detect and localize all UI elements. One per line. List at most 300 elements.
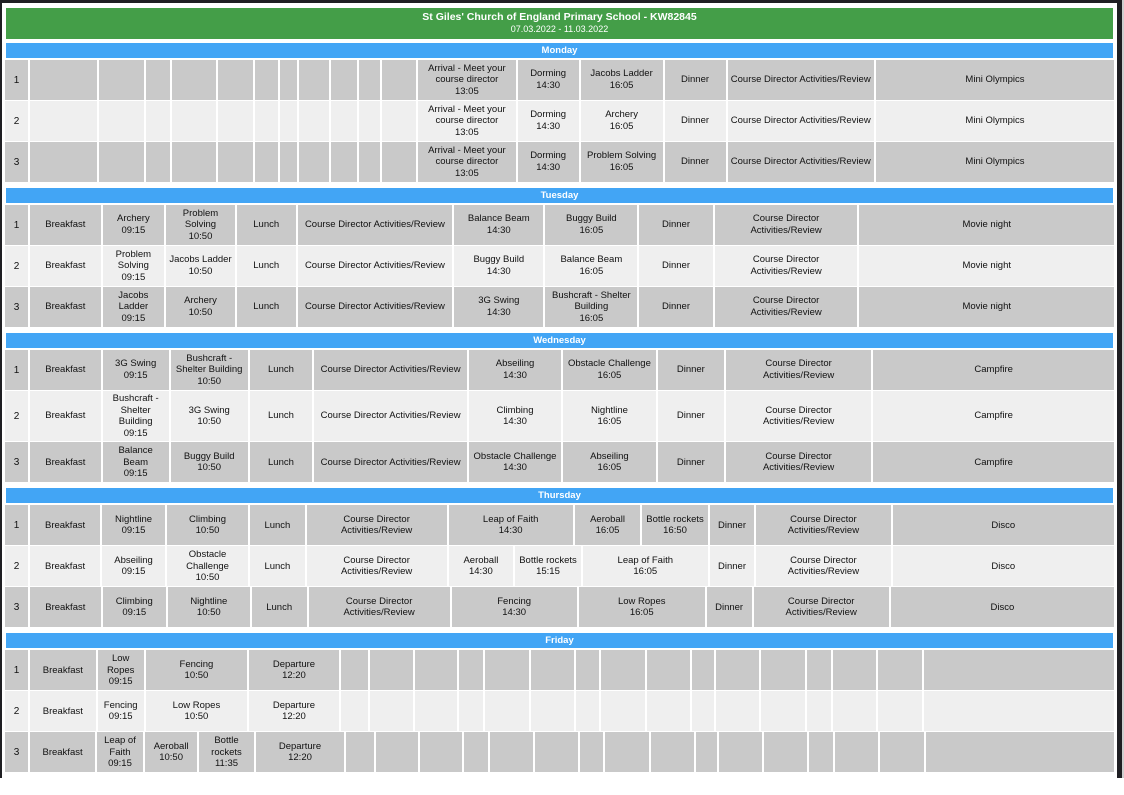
- empty-cell: [716, 691, 762, 731]
- empty-cell: [99, 142, 146, 182]
- activity-cell: [893, 546, 1114, 586]
- activity-name: Obstacle Challenge: [567, 358, 651, 370]
- activity-cell: [728, 101, 876, 141]
- activity-name: Dinner: [662, 219, 691, 231]
- activity-time: 09:15: [108, 711, 133, 723]
- activity-time: 14:30: [503, 416, 527, 428]
- activity-name: Breakfast: [45, 456, 86, 468]
- activity-time: 16:05: [597, 370, 622, 381]
- row-number: 2: [5, 101, 30, 141]
- activity-cell: [545, 246, 639, 286]
- activity-time: 10:50: [197, 375, 222, 387]
- activity-cell: [715, 205, 860, 245]
- activity-name: Jacobs Ladder: [118, 289, 149, 313]
- activity-name: Movie night: [962, 260, 1012, 272]
- activity-name: Low Ropes: [617, 595, 666, 607]
- schedule-row: [5, 205, 1114, 245]
- activity-cell: [237, 205, 298, 245]
- activity-name: Course Director Activities/Review: [762, 404, 835, 428]
- activity-name: Campfire: [974, 456, 1013, 468]
- empty-cell: [255, 101, 280, 141]
- activity-name: Archery: [184, 295, 217, 307]
- activity-time: 16:05: [609, 121, 634, 132]
- empty-cell: [359, 60, 382, 100]
- activity-name: Course Director Activities/Review: [750, 254, 822, 277]
- row-number: 1: [5, 350, 30, 390]
- activity-name: Leap of Faith: [617, 554, 673, 566]
- activity-cell: [97, 732, 145, 772]
- activity-cell: [583, 546, 710, 586]
- empty-cell: [878, 691, 924, 731]
- empty-cell: [30, 60, 99, 100]
- activity-cell: [30, 587, 103, 627]
- activity-name: Lunch: [253, 219, 280, 231]
- empty-cell: [692, 691, 715, 731]
- activity-cell: [102, 505, 167, 545]
- schedule-row: [5, 442, 1114, 482]
- activity-cell: [30, 732, 97, 772]
- row-number: 1: [5, 650, 30, 690]
- activity-name: Nightline: [115, 513, 153, 525]
- activity-cell: [715, 246, 860, 286]
- activity-cell: [563, 350, 658, 390]
- activity-cell: [563, 442, 658, 482]
- activity-time: 16:05: [579, 225, 604, 236]
- activity-name: Low Ropes: [106, 652, 135, 676]
- school-header: [6, 8, 1113, 39]
- activity-name: Lunch: [264, 519, 291, 531]
- day-header-wednesday: Wednesday: [6, 333, 1113, 348]
- empty-cell: [580, 732, 605, 772]
- empty-cell: [576, 650, 601, 690]
- empty-cell: [761, 650, 807, 690]
- empty-cell: [420, 732, 464, 772]
- activity-name: Bushcraft - Shelter Building: [175, 352, 243, 376]
- empty-cell: [833, 650, 879, 690]
- activity-cell: [250, 505, 307, 545]
- empty-cell: [382, 101, 418, 141]
- activity-name: Course Director Activities/Review: [304, 260, 445, 272]
- activity-name: Jacobs Ladder: [169, 254, 232, 266]
- activity-name: Course Director Activities/Review: [730, 156, 871, 168]
- activity-cell: [30, 691, 98, 731]
- activity-name: Dinner: [676, 456, 705, 468]
- activity-cell: [418, 142, 518, 182]
- activity-cell: [167, 546, 250, 586]
- activity-cell: [469, 350, 563, 390]
- empty-cell: [647, 691, 693, 731]
- activity-cell: [103, 391, 171, 441]
- activity-time: 16:05: [609, 80, 634, 91]
- activity-cell: [249, 650, 341, 690]
- activity-cell: [171, 391, 250, 441]
- activity-cell: [30, 546, 102, 586]
- activity-name: Mini Olympics: [965, 156, 1025, 168]
- activity-name: Problem Solving: [115, 248, 152, 272]
- activity-name: Abseiling: [114, 554, 153, 566]
- empty-cell: [359, 142, 382, 182]
- activity-time: 12:20: [288, 752, 312, 764]
- activity-cell: [581, 60, 665, 100]
- activity-time: 14:30: [486, 225, 511, 236]
- activity-time: 13:05: [454, 126, 479, 138]
- activity-name: Bushcraft - Shelter Building: [552, 289, 631, 313]
- activity-name: Dinner: [676, 410, 705, 422]
- activity-cell: [237, 246, 298, 286]
- activity-time: 14:30: [503, 462, 527, 474]
- activity-name: Fencing: [179, 658, 214, 670]
- day-section-tuesday: [5, 188, 1114, 327]
- empty-cell: [331, 142, 359, 182]
- empty-cell: [359, 101, 382, 141]
- day-section-wednesday: [5, 333, 1114, 482]
- activity-cell: [454, 287, 545, 327]
- day-section-monday: [5, 43, 1114, 182]
- activity-name: Dinner: [718, 560, 747, 572]
- activity-name: Dinner: [718, 519, 747, 531]
- activity-name: Breakfast: [45, 301, 86, 313]
- activity-cell: [575, 505, 643, 545]
- activity-cell: [103, 287, 166, 327]
- activity-cell: [710, 546, 756, 586]
- activity-cell: [30, 442, 103, 482]
- row-number: 2: [5, 546, 30, 586]
- row-number: 3: [5, 142, 30, 182]
- day-section-thursday: [5, 488, 1114, 627]
- activity-time: 14:30: [502, 607, 527, 619]
- empty-cell: [459, 650, 485, 690]
- activity-name: Breakfast: [42, 746, 83, 758]
- empty-cell: [146, 60, 171, 100]
- empty-cell: [341, 691, 370, 731]
- activity-cell: [166, 246, 237, 286]
- empty-cell: [370, 650, 415, 690]
- activity-name: Breakfast: [44, 560, 86, 572]
- activity-name: Course Director Activities/Review: [762, 358, 835, 381]
- schedule-row: [5, 505, 1114, 545]
- activity-name: Dinner: [662, 301, 691, 313]
- activity-time: 14:30: [536, 80, 561, 91]
- activity-name: Movie night: [962, 301, 1012, 313]
- activity-cell: [30, 287, 103, 327]
- activity-time: 16:50: [663, 525, 687, 537]
- activity-time: 14:30: [486, 266, 511, 277]
- activity-cell: [314, 350, 469, 390]
- activity-cell: [250, 442, 314, 482]
- day-header-tuesday: Tuesday: [6, 188, 1113, 203]
- activity-time: 16:05: [629, 607, 654, 619]
- activity-time: 11:35: [214, 758, 239, 770]
- activity-cell: [859, 287, 1114, 327]
- activity-cell: [418, 101, 518, 141]
- activity-cell: [167, 505, 250, 545]
- activity-name: Bottle rockets: [211, 734, 242, 758]
- activity-cell: [298, 205, 455, 245]
- day-header-friday: Friday: [6, 633, 1113, 648]
- empty-cell: [531, 650, 577, 690]
- activity-name: Breakfast: [42, 664, 83, 676]
- activity-cell: [166, 287, 237, 327]
- empty-cell: [299, 142, 331, 182]
- activity-name: Buggy Build: [183, 450, 235, 462]
- day-header-thursday: Thursday: [6, 488, 1113, 503]
- activity-cell: [30, 246, 103, 286]
- activity-cell: [103, 442, 171, 482]
- activity-name: Bottle rockets: [646, 513, 704, 525]
- schedule-row: [5, 391, 1114, 441]
- activity-name: Nightline: [590, 404, 628, 416]
- empty-cell: [809, 732, 835, 772]
- activity-cell: [518, 101, 581, 141]
- empty-cell: [924, 650, 1114, 690]
- activity-name: Course Director Activities/Review: [304, 301, 445, 313]
- activity-cell: [658, 350, 726, 390]
- activity-time: 09:15: [121, 566, 146, 578]
- empty-cell: [924, 691, 1114, 731]
- schedule-row: [5, 587, 1114, 627]
- activity-time: 10:50: [184, 670, 209, 682]
- activity-time: 13:05: [454, 167, 479, 179]
- activity-cell: [665, 101, 728, 141]
- activity-cell: [166, 205, 237, 245]
- activity-time: 16:05: [579, 266, 604, 277]
- activity-time: 16:05: [595, 525, 620, 537]
- empty-cell: [99, 60, 146, 100]
- activity-name: Departure: [272, 658, 316, 670]
- activity-time: 16:05: [579, 312, 604, 324]
- activity-cell: [873, 442, 1114, 482]
- activity-cell: [873, 391, 1114, 441]
- empty-cell: [280, 142, 299, 182]
- activity-cell: [728, 142, 876, 182]
- activity-cell: [103, 587, 168, 627]
- activity-time: 16:05: [633, 566, 658, 578]
- activity-cell: [307, 505, 449, 545]
- activity-cell: [581, 101, 665, 141]
- empty-cell: [835, 732, 880, 772]
- activity-cell: [515, 546, 583, 586]
- activity-name: Dorming: [530, 150, 567, 162]
- row-number: 1: [5, 205, 30, 245]
- activity-time: 13:05: [454, 85, 479, 97]
- activity-time: 10:50: [188, 307, 213, 318]
- activity-time: 10:50: [184, 711, 209, 723]
- empty-cell: [299, 60, 331, 100]
- activity-name: Nightline: [190, 595, 228, 607]
- activity-cell: [146, 691, 249, 731]
- activity-cell: [754, 587, 891, 627]
- empty-cell: [218, 60, 255, 100]
- empty-cell: [382, 60, 418, 100]
- activity-time: 10:50: [188, 230, 213, 242]
- activity-name: Balance Beam: [118, 444, 153, 468]
- activity-time: 14:30: [536, 121, 561, 132]
- empty-cell: [218, 101, 255, 141]
- row-number: 2: [5, 391, 30, 441]
- activity-cell: [298, 246, 455, 286]
- activity-cell: [658, 442, 726, 482]
- schedule-row: [5, 350, 1114, 390]
- empty-cell: [99, 101, 146, 141]
- activity-name: Departure: [272, 699, 316, 711]
- activity-name: Dorming: [530, 109, 567, 121]
- empty-cell: [370, 691, 415, 731]
- activity-name: Lunch: [268, 364, 294, 376]
- activity-time: 10:50: [196, 607, 221, 619]
- empty-cell: [692, 650, 715, 690]
- activity-cell: [454, 246, 545, 286]
- activity-cell: [171, 350, 250, 390]
- schedule-row: [5, 246, 1114, 286]
- empty-cell: [146, 101, 171, 141]
- activity-cell: [250, 546, 307, 586]
- row-number: 2: [5, 246, 30, 286]
- activity-name: Fencing: [497, 595, 532, 607]
- activity-cell: [314, 391, 469, 441]
- activity-name: Arrival - Meet your course director: [428, 62, 506, 86]
- activity-cell: [658, 391, 726, 441]
- activity-name: Aeroball: [590, 513, 625, 525]
- activity-name: Aeroball: [463, 554, 499, 566]
- activity-name: Breakfast: [45, 601, 86, 613]
- activity-name: Course Director Activities/Review: [750, 213, 822, 236]
- activity-cell: [859, 246, 1114, 286]
- activity-cell: [298, 287, 455, 327]
- activity-cell: [579, 587, 707, 627]
- activity-cell: [309, 587, 452, 627]
- empty-cell: [30, 101, 99, 141]
- activity-cell: [103, 205, 166, 245]
- activity-name: Low Ropes: [172, 699, 221, 711]
- activity-name: Archery: [116, 213, 150, 225]
- activity-name: Course Director Activities/Review: [343, 595, 415, 619]
- activity-cell: [876, 60, 1114, 100]
- activity-cell: [639, 246, 714, 286]
- empty-cell: [535, 732, 580, 772]
- empty-cell: [280, 60, 299, 100]
- activity-cell: [469, 442, 563, 482]
- activity-name: Abseiling: [590, 450, 629, 462]
- empty-cell: [218, 142, 255, 182]
- activity-name: Course Director Activities/Review: [787, 554, 860, 578]
- activity-name: Dinner: [681, 74, 710, 86]
- activity-cell: [715, 287, 860, 327]
- activity-name: Course Director Activities/Review: [320, 410, 461, 422]
- activity-time: 09:15: [123, 370, 148, 381]
- empty-cell: [172, 101, 218, 141]
- row-number: 2: [5, 691, 30, 731]
- activity-name: Course Director Activities/Review: [762, 450, 835, 474]
- activity-cell: [545, 287, 639, 327]
- activity-name: 3G Swing: [115, 358, 157, 370]
- sheet-content: [2, 3, 1117, 772]
- activity-name: Breakfast: [45, 410, 86, 422]
- activity-time: 09:15: [108, 676, 133, 688]
- activity-name: Obstacle Challenge: [473, 450, 557, 462]
- activity-name: Balance Beam: [467, 213, 530, 225]
- empty-cell: [601, 650, 647, 690]
- activity-time: 09:15: [122, 607, 147, 619]
- activity-cell: [103, 350, 171, 390]
- activity-cell: [252, 587, 309, 627]
- empty-cell: [605, 732, 650, 772]
- empty-cell: [647, 650, 693, 690]
- activity-cell: [726, 391, 873, 441]
- activity-cell: [545, 205, 639, 245]
- empty-cell: [716, 650, 762, 690]
- activity-name: Breakfast: [45, 364, 86, 376]
- activity-time: 14:30: [468, 566, 493, 578]
- activity-time: 14:30: [498, 525, 523, 537]
- activity-name: Leap of Faith: [482, 513, 539, 525]
- activity-name: Lunch: [268, 410, 294, 422]
- activity-cell: [665, 60, 728, 100]
- activity-cell: [145, 732, 200, 772]
- activity-name: Breakfast: [45, 219, 86, 231]
- activity-cell: [98, 691, 146, 731]
- activity-name: Climbing: [496, 404, 534, 416]
- activity-cell: [452, 587, 579, 627]
- empty-cell: [651, 732, 696, 772]
- schedule-row: [5, 650, 1114, 690]
- activity-name: Course Director Activities/Review: [340, 554, 413, 578]
- activity-name: Buggy Build: [566, 213, 617, 225]
- empty-cell: [146, 142, 171, 182]
- activity-name: Movie night: [962, 219, 1012, 231]
- activity-time: 10:50: [195, 525, 220, 537]
- empty-cell: [464, 732, 490, 772]
- empty-cell: [255, 60, 280, 100]
- activity-time: 12:20: [282, 670, 306, 682]
- activity-time: 09:15: [108, 758, 132, 770]
- empty-cell: [719, 732, 764, 772]
- activity-cell: [563, 391, 658, 441]
- row-number: 3: [5, 287, 30, 327]
- activity-cell: [859, 205, 1114, 245]
- activity-cell: [891, 587, 1114, 627]
- activity-cell: [102, 546, 167, 586]
- activity-name: Jacobs Ladder: [590, 68, 653, 80]
- page-title: St Giles' Church of England Primary School - KW82845: [422, 11, 697, 23]
- activity-time: 09:15: [121, 225, 146, 236]
- activity-cell: [642, 505, 710, 545]
- schedule-row: [5, 101, 1114, 141]
- activity-cell: [30, 391, 103, 441]
- row-number: 1: [5, 60, 30, 100]
- activity-name: Lunch: [264, 560, 291, 572]
- activity-name: Mini Olympics: [965, 74, 1025, 86]
- activity-cell: [518, 142, 581, 182]
- activity-time: 09:15: [121, 312, 146, 324]
- empty-cell: [878, 650, 924, 690]
- activity-cell: [418, 60, 518, 100]
- activity-cell: [30, 505, 102, 545]
- empty-cell: [696, 732, 719, 772]
- activity-cell: [707, 587, 754, 627]
- activity-name: Dinner: [662, 260, 691, 272]
- activity-name: Course Director Activities/Review: [730, 115, 871, 127]
- activity-cell: [756, 546, 892, 586]
- row-number: 3: [5, 587, 30, 627]
- activity-cell: [30, 650, 98, 690]
- empty-cell: [490, 732, 535, 772]
- activity-cell: [893, 505, 1114, 545]
- activity-cell: [250, 391, 314, 441]
- activity-name: Dinner: [681, 115, 710, 127]
- activity-name: Lunch: [266, 601, 293, 613]
- activity-cell: [171, 442, 250, 482]
- activity-name: Course Director Activities/Review: [785, 595, 857, 619]
